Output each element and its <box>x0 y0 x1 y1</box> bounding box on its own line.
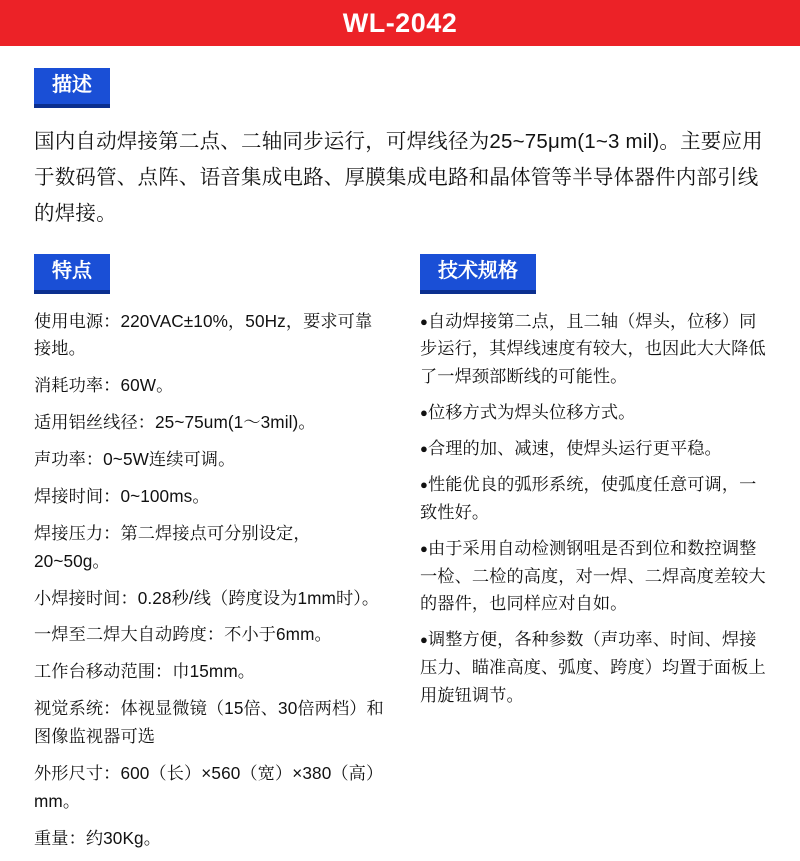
specifications-label: 技术规格 <box>420 254 536 294</box>
list-item: 重量：约30Kg。 <box>34 827 161 848</box>
list-item: 外形尺寸：600（长）×560（宽）×380（高）mm。 <box>34 762 384 811</box>
list-item: 焊接压力：第二焊接点可分别设定，20~50g。 <box>34 522 311 571</box>
bullet-icon: ● <box>420 476 428 492</box>
bullet-icon: ● <box>420 540 428 556</box>
description-label: 描述 <box>34 68 110 108</box>
list-item: 工作台移动范围：巾15mm。 <box>34 661 256 682</box>
list-item <box>420 435 770 463</box>
list-item-text: 合理的加、减速，使焊头运行更平稳。 <box>427 438 722 459</box>
description-text: 国内自动焊接第二点、二轴同步运行，可焊线径为25~75μm(1~3 mil)。主要应用于数码管、点阵、语音集成电路、厚膜集成电路和晶体管等半导体器件内部引线的焊接。 <box>34 130 763 225</box>
description-section <box>0 46 800 232</box>
bullet-icon: ● <box>420 632 428 648</box>
bullet-icon: ● <box>420 313 428 329</box>
features-tag-wrap <box>34 254 384 294</box>
list-item-text: 调整方便，各种参数（声功率、时间、焊接压力、瞄准高度、弧度、跨度）均置于面板上用旋钮调节。 <box>420 629 766 705</box>
specifications-section <box>420 254 770 861</box>
list-item <box>420 471 770 527</box>
detail-columns <box>0 232 800 861</box>
list-item: 使用电源：220VAC±10%，50Hz，要求可靠接地。 <box>34 310 373 359</box>
list-item <box>420 626 770 710</box>
page-header <box>0 0 800 46</box>
specifications-tag-wrap <box>420 254 770 294</box>
list-item-text: 性能优良的弧形系统，使弧度任意可调，一致性好。 <box>420 473 757 522</box>
list-item: 适用铝丝线径：25~75um(1～3mil)。 <box>34 412 316 433</box>
list-item: 声功率：0~5W连续可调。 <box>34 449 236 470</box>
features-list <box>34 308 384 853</box>
bullet-icon: ● <box>420 441 428 457</box>
list-item: 小焊接时间：0.28秒/线（跨度设为1mm时）。 <box>34 587 380 608</box>
list-item: 一焊至二焊大自动跨度：不小于6mm。 <box>34 624 332 645</box>
list-item-text: 自动焊接第二点，且二轴（焊头，位移）同步运行，其焊线速度有较大，也因此大大降低了一焊颈部断线的可能性。 <box>420 310 766 387</box>
page-title: WL-2042 <box>342 7 458 38</box>
description-tag-wrap <box>34 68 766 108</box>
list-item <box>420 399 770 427</box>
list-item: 焊接时间：0~100ms。 <box>34 485 210 506</box>
list-item: 消耗功率：60W。 <box>34 375 174 396</box>
list-item-text: 位移方式为焊头位移方式。 <box>427 402 636 423</box>
specifications-list <box>420 308 770 710</box>
features-label: 特点 <box>34 254 110 294</box>
list-item <box>420 535 770 619</box>
bullet-icon: ● <box>420 405 428 421</box>
features-section <box>34 254 384 861</box>
list-item: 视觉系统：体视显微镜（15倍、30倍两档）和图像监视器可选 <box>34 698 384 746</box>
list-item <box>420 308 770 392</box>
list-item-text: 由于采用自动检测钢咀是否到位和数控调整一检、二检的高度，对一焊、二焊高度差较大的器件，也同样应对自如。 <box>420 537 766 614</box>
